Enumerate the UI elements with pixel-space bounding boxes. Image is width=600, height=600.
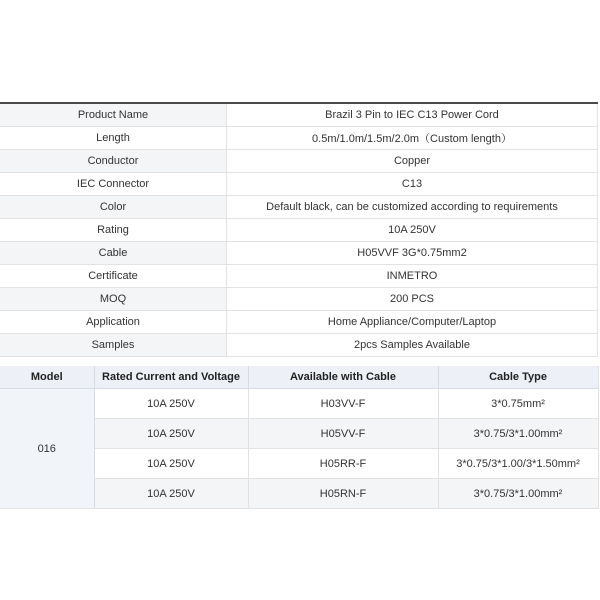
spec-table <box>0 102 598 357</box>
model-table <box>0 366 599 509</box>
model-table-header-row <box>0 366 598 389</box>
cable-cell: H05VV-F <box>248 419 438 449</box>
spec-label-product-name: Product Name <box>0 103 227 127</box>
spec-value-rating: 10A 250V <box>227 219 598 242</box>
table-row <box>0 334 598 357</box>
cable-type-cell: 3*0.75/3*1.00/3*1.50mm² <box>438 449 598 479</box>
spec-value-conductor: Copper <box>227 150 598 173</box>
table-row <box>0 242 598 265</box>
spec-value-application: Home Appliance/Computer/Laptop <box>227 311 598 334</box>
table-row <box>0 288 598 311</box>
table-row <box>0 196 598 219</box>
spec-value-color: Default black, can be customized according to requirements <box>227 196 598 219</box>
spec-label-length: Length <box>0 127 227 150</box>
rating-cell: 10A 250V <box>94 389 248 419</box>
table-row <box>0 389 598 419</box>
spec-label-application: Application <box>0 311 227 334</box>
spec-value-samples: 2pcs Samples Available <box>227 334 598 357</box>
table-row <box>0 311 598 334</box>
cable-cell: H05RN-F <box>248 479 438 509</box>
rating-cell: 10A 250V <box>94 479 248 509</box>
model-number: 016 <box>0 389 94 509</box>
cable-type-cell: 3*0.75/3*1.00mm² <box>438 479 598 509</box>
spec-label-color: Color <box>0 196 227 219</box>
header-cable-type: Cable Type <box>438 366 598 389</box>
spec-value-moq: 200 PCS <box>227 288 598 311</box>
spec-value-cable: H05VVF 3G*0.75mm2 <box>227 242 598 265</box>
table-row <box>0 127 598 150</box>
cable-type-cell: 3*0.75mm² <box>438 389 598 419</box>
rating-cell: 10A 250V <box>94 449 248 479</box>
cable-type-cell: 3*0.75/3*1.00mm² <box>438 419 598 449</box>
spec-label-conductor: Conductor <box>0 150 227 173</box>
spec-value-product-name: Brazil 3 Pin to IEC C13 Power Cord <box>227 103 598 127</box>
table-row <box>0 103 598 127</box>
spec-label-rating: Rating <box>0 219 227 242</box>
cable-cell: H03VV-F <box>248 389 438 419</box>
spec-value-length: 0.5m/1.0m/1.5m/2.0m（Custom length） <box>227 127 598 150</box>
spec-label-cable: Cable <box>0 242 227 265</box>
spec-value-iec-connector: C13 <box>227 173 598 196</box>
cable-cell: H05RR-F <box>248 449 438 479</box>
table-row <box>0 150 598 173</box>
spec-label-iec-connector: IEC Connector <box>0 173 227 196</box>
header-model: Model <box>0 366 94 389</box>
spec-value-certificate: INMETRO <box>227 265 598 288</box>
header-available-cable: Available with Cable <box>248 366 438 389</box>
table-row <box>0 219 598 242</box>
rating-cell: 10A 250V <box>94 419 248 449</box>
spec-label-samples: Samples <box>0 334 227 357</box>
spec-label-moq: MOQ <box>0 288 227 311</box>
table-row <box>0 265 598 288</box>
header-rated-current-voltage: Rated Current and Voltage <box>94 366 248 389</box>
spec-label-certificate: Certificate <box>0 265 227 288</box>
table-row <box>0 173 598 196</box>
